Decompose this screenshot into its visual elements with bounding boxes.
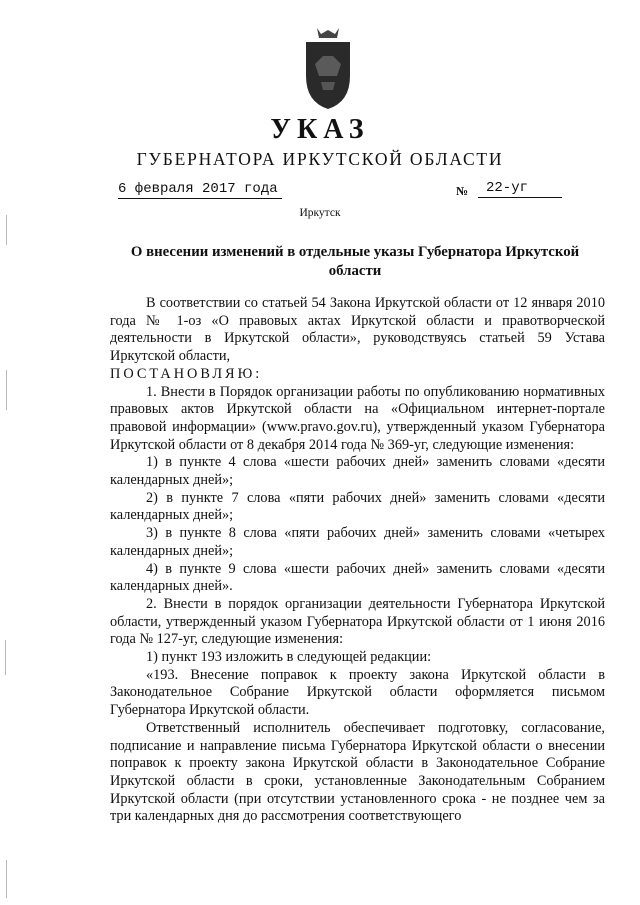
scan-artifact: [6, 215, 7, 245]
scan-artifact: [6, 370, 7, 410]
document-body: [110, 295, 605, 826]
clause-1-item-2: 2) в пункте 7 слова «пяти рабочих дней» заменить словами «десяти календарных дней»;: [110, 489, 605, 524]
clause-1-paragraph: 1. Внести в Порядок организации работы по опубликованию нормативных правовых актов Иркутской области на «Официальном интернет-портале правовой информации» (www.pravo.gov.ru), утвержденный указом Губернатора Иркутской области от 8 декабря 2014 года № 369-уг, следующие изменения:: [110, 383, 605, 453]
document-number: 22-уг: [478, 179, 562, 198]
document-title: УКАЗ: [270, 114, 370, 145]
document-heading: О внесении изменений в отдельные указы Губернатора Иркутской области: [130, 244, 580, 279]
scan-artifact: [5, 640, 6, 675]
document-city: Иркутск: [299, 207, 341, 219]
clause-1-item-4: 4) в пункте 9 слова «шести рабочих дней» заменить словами «десяти календарных дней».: [110, 560, 605, 595]
document-subtitle: ГУБЕРНАТОРА ИРКУТСКОЙ ОБЛАСТИ: [136, 149, 504, 169]
document-date: 6 февраля 2017 года: [118, 180, 282, 199]
number-sign: №: [456, 184, 469, 198]
quoted-paragraph-193: «193. Внесение поправок к проекту закона Иркутской области в Законодательное Собрание Иркутской области оформляется письмом Губернатора Иркутской области.: [110, 666, 605, 719]
resolve-line: ПОСТАНОВЛЯЮ:: [110, 365, 263, 382]
clause-1-item-3: 3) в пункте 8 слова «пяти рабочих дней» заменить словами «четырех календарных дней»;: [110, 525, 605, 559]
scan-artifact: [6, 860, 7, 898]
clause-1-item-1: 1) в пункте 4 слова «шести рабочих дней» заменить словами «десяти календарных дней»;: [110, 454, 605, 489]
clause-2-item-1: 1) пункт 193 изложить в следующей редакции:: [146, 649, 432, 666]
coat-of-arms-icon: [303, 24, 353, 110]
responsible-executor-paragraph: Ответственный исполнитель обеспечивает подготовку, согласование, подписание и направление письма Губернатора Иркутской области о внесении поправок к проекту закона Иркутской области в Законодательное Собрание Иркутской области в сроки, установленные Законодательным Собранием Иркутской области (при отсутствии установленного срока - не позднее чем за три календарных дня до рассмотрения соответствующего: [110, 719, 605, 825]
preamble-paragraph: В соответствии со статьей 54 Закона Иркутской области от 12 января 2010 года № 1-оз «О правовых актах Иркутской области и правотворческой деятельности в Иркутской области», руководствуясь статьей 59 Устава Иркутской области,: [110, 295, 605, 365]
clause-2-paragraph: 2. Внести в порядок организации деятельности Губернатора Иркутской области, утвержденный указом Губернатора Иркутской области от 1 июня 2016 года № 127-уг, следующие изменения:: [110, 595, 605, 648]
